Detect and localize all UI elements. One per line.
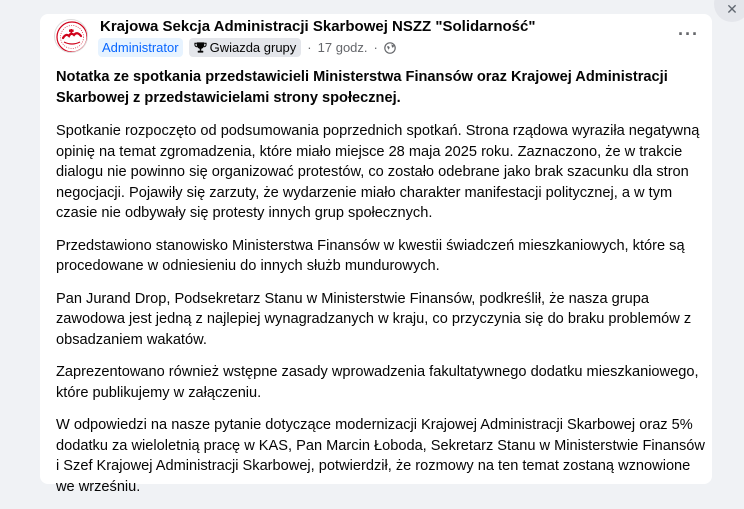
group-star-badge[interactable] <box>189 38 302 57</box>
post-paragraph: Przedstawiono stanowisko Ministerstwa Finansów w kwestii świadczeń mieszkaniowych, które są procedowane w odniesieniu do innych służb mundurowych. <box>56 237 685 274</box>
close-icon: ✕ <box>726 1 738 17</box>
post-paragraph: Zaprezentowano również wstępne zasady wprowadzenia fakultatywnego dodatku mieszkaniowego, które publikujemy w załączeniu. <box>56 364 699 401</box>
meta-separator: · <box>307 40 312 55</box>
trophy-icon <box>194 41 207 54</box>
post-title: Notatka ze spotkania przedstawicieli Ministerstwa Finansów oraz Krajowej Administracji Skarbowej z przedstawicielami strony społecznej. <box>56 69 668 106</box>
page-name-link[interactable]: Krajowa Sekcja Administracji Skarbowej NSZZ "Solidarność" <box>100 18 536 35</box>
post-paragraph: Pan Jurand Drop, Podsekretarz Stanu w Ministerstwie Finansów, podkreślił, że nasza grupa zawodowa jest jedną z najlepiej wynagradzanych w kraju, co przyczynia się do braku problemów z obsadzaniem wakatów. <box>56 290 692 348</box>
post-body <box>56 67 706 509</box>
group-star-label: Gwiazda grupy <box>209 40 297 55</box>
globe-icon[interactable] <box>384 42 396 54</box>
page-avatar[interactable] <box>54 19 88 53</box>
page-background-right <box>712 0 744 474</box>
post-paragraph: W odpowiedzi na nasze pytanie dotyczące modernizacji Krajowej Administracji Skarbowej oraz 5% dodatku za wieloletnią pracę w KAS, Pan Marcin Łoboda, Sekretarz Stanu w Ministerstwie Finansów i Szef Krajowej Administracji Skarbowej, potwierdził, że rozmowy na ten temat zostaną wznowione we wrześniu. <box>56 417 705 495</box>
post-timestamp[interactable]: 17 godz. <box>317 40 368 55</box>
post-meta <box>98 38 396 57</box>
post-paragraph: Spotkanie rozpoczęto od podsumowania poprzednich spotkań. Strona rządowa wyraziła negatywną opinię na temat zgromadzenia, które miało miejsce 28 maja 2025 roku. Zaznaczono, że w trakcie dialogu nie powinno się organizować protestów, co zostało odebrane jako brak szacunku dla stron negocjacji. Pojawiły się zarzuty, że wydarzenie miało charakter manifestacji politycznej, a w tym czasie nie odbywały się protesty innych grup społecznych. <box>56 123 700 221</box>
role-badge[interactable]: Administrator <box>98 38 183 57</box>
post-options-button[interactable]: ··· <box>678 24 699 44</box>
meta-separator-2: · <box>373 40 378 55</box>
post-card <box>40 14 712 495</box>
solidarnosc-logo-icon <box>55 20 88 53</box>
